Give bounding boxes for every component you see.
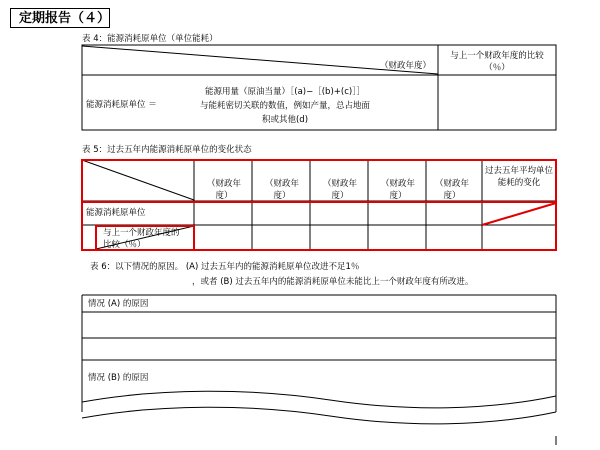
table4-row-label: 能源消耗原单位 ＝ bbox=[86, 100, 157, 110]
table5-year-col: （财政年度） bbox=[322, 179, 357, 201]
table5-avg-header: 过去五年平均单位能耗的变化 bbox=[484, 166, 553, 188]
table5-year-col: （财政年度） bbox=[380, 179, 415, 201]
reason-b-label: 情况 (B) 的原因 bbox=[88, 373, 149, 383]
table4-formula-line2: 与能耗密切关联的数值，例如产量，总占地面 bbox=[199, 101, 370, 111]
table5-caption: 表 5：过去五年内能源消耗原单位的变化状态 bbox=[82, 145, 252, 155]
table4-caption: 表 4：能源消耗原单位（单位能耗） bbox=[82, 34, 218, 44]
table5-year-col: （财政年度） bbox=[206, 179, 241, 201]
table5-row1-label: 能源消耗原单位 bbox=[86, 208, 146, 218]
table6-caption-line2: ，或者 (B) 过去五年内的能源消耗原单位未能比上一个财政年度有所改进。 bbox=[192, 277, 474, 287]
table6-caption-line1: 表 6：以下情况的原因。 (A) 过去五年内的能源消耗原单位改进不足1％ bbox=[90, 262, 360, 272]
reason-a-label: 情况 (A) 的原因 bbox=[88, 299, 149, 309]
table4-fiscal-year: （财政年度） bbox=[380, 61, 432, 71]
report-section-tag: 定期报告（４） bbox=[10, 8, 110, 28]
table4-formula-line3: 积或其他(d) bbox=[261, 115, 309, 125]
table4-compare-header: 与上一个财政年度的比较（％） bbox=[450, 51, 544, 73]
table5-row2-label: 与上一个财政年度的比较（％） bbox=[103, 228, 180, 250]
table5-year-col: （财政年度） bbox=[434, 179, 469, 201]
table4-formula-line1: 能源用量（原油当量）［(a)−［(b)+(c)］］ bbox=[205, 87, 365, 97]
table5-year-col: （财政年度） bbox=[264, 179, 299, 201]
